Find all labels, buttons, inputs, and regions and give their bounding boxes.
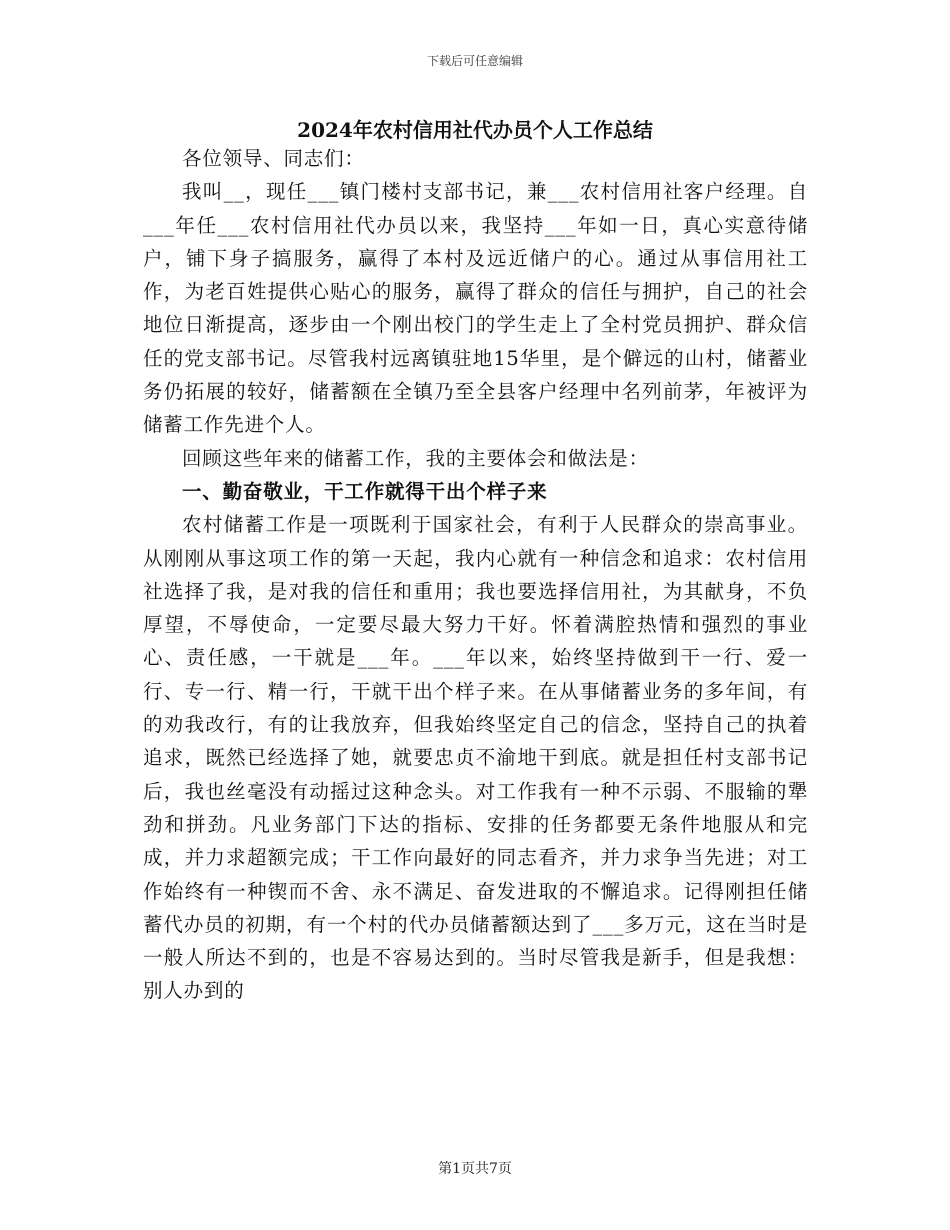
page-footer: 第1页共7页 <box>438 1161 512 1177</box>
page-header: 下载后可任意编辑 <box>426 54 523 68</box>
document-title: 2024年农村信用社代办员个人工作总结 <box>297 118 653 142</box>
greeting: 各位领导、同志们： <box>182 147 365 170</box>
paragraph-1: 我叫__，现任___镇门楼村支部书记，兼___农村信用社客户经理。自___年任___农村信用社代办员以来，我坚持___年如一日，真心实意待储户，铺下身子搞服务，赢得了本村及远近储户的心。通过从事信用社工作，为老百姓提供心贴心的服务，赢得了群众的信任与拥护，自己的社会地位日渐提高，逐步由一个刚出校门的学生走上了全村党员拥护、群众信任的党支部书记。尽管我村远离镇驻地15华里，是个僻远的山村，储蓄业务仍拓展的较好，储蓄额在全镇乃至全县客户经理中名列前茅，年被评为储蓄工作先进个人。 <box>143 180 808 437</box>
paragraph-3: 农村储蓄工作是一项既利于国家社会，有利于人民群众的崇高事业。从刚刚从事这项工作的第一天起，我内心就有一种信念和追求：农村信用社选择了我，是对我的信任和重用；我也要选择信用社，为其献身，不负厚望，不辱使命，一定要尽最大努力干好。怀着满腔热情和强烈的事业心、责任感，一干就是___年。___年以来，始终坚持做到干一行、爱一行、专一行、精一行，干就干出个样子来。在从事储蓄业务的多年间，有的劝我改行，有的让我放弃，但我始终坚定自己的信念，坚持自己的执着追求，既然已经选择了她，就要忠贞不渝地干到底。就是担任村支部书记后，我也丝毫没有动摇过这种念头。对工作我有一种不示弱、不服输的犟劲和拼劲。凡业务部门下达的指标、安排的任务都要无条件地服从和完成，并力求超额完成；干工作向最好的同志看齐，并力求争当先进；对工作始终有一种锲而不舍、永不满足、奋发进取的不懈追求。记得刚担任储蓄代办员的初期，有一个村的代办员储蓄额达到了___多万元，这在当时是一般人所达不到的，也是不容易达到的。当时尽管我是新手，但是我想：别人办到的 <box>143 513 808 1003</box>
section-heading-1: 一、勤奋敬业，干工作就得干出个样子来 <box>182 479 548 503</box>
paragraph-2: 回顾这些年来的储蓄工作，我的主要体会和做法是： <box>182 446 649 470</box>
document-body <box>143 142 808 1008</box>
